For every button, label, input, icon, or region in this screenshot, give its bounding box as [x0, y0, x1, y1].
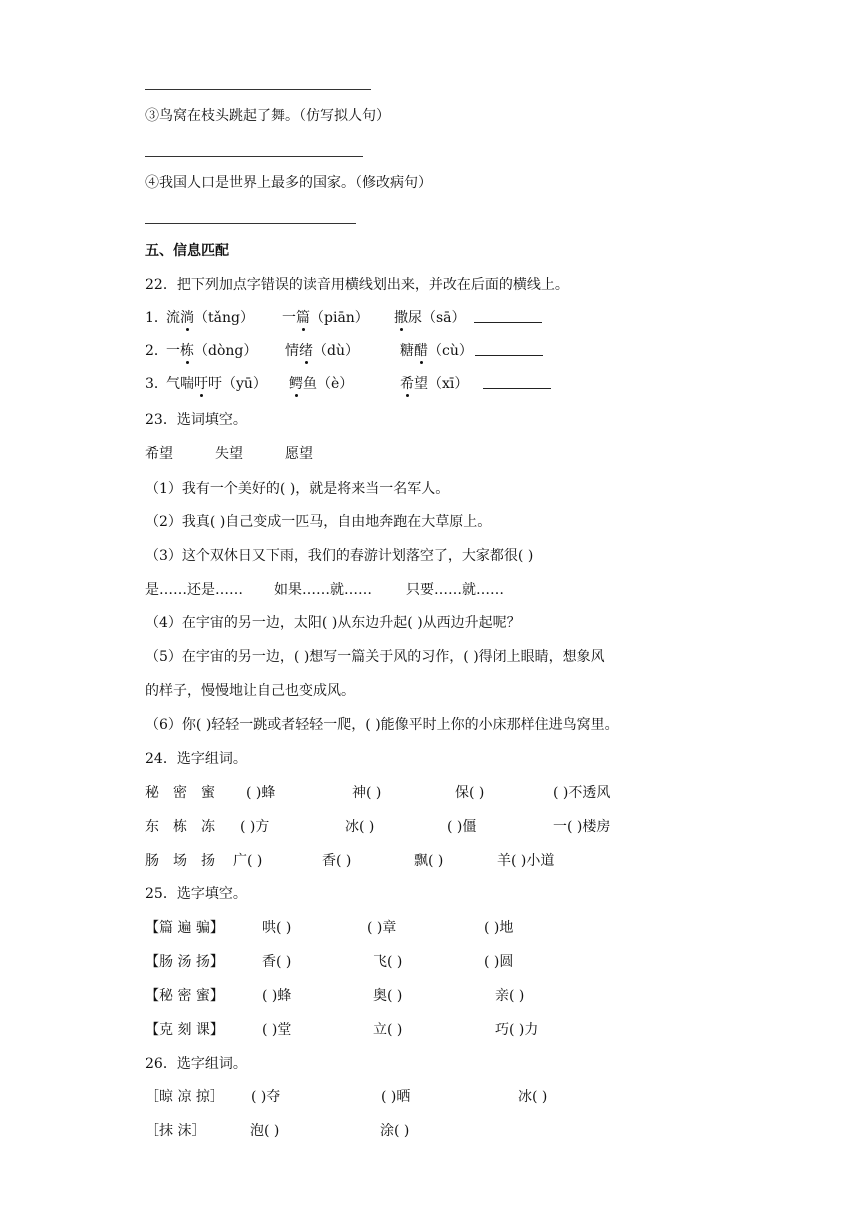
q22-row1-c: 撒尿（sā）	[394, 310, 466, 326]
q22-row3-b: 鳄鱼（è）	[289, 376, 354, 392]
q25-chars: 【肠 汤 扬】	[145, 954, 224, 970]
q22-row1-b: 一篇（piān）	[282, 310, 369, 326]
q22-row3-a: 气喘吁吁（yū）	[166, 376, 267, 392]
q23-sentence-1: （1）我有一个美好的( )，就是将来当一名军人。	[145, 481, 450, 497]
q25-blank: ( )章	[367, 920, 397, 936]
q26-blank: ( )晒	[381, 1089, 411, 1105]
q26-chars: ［抹 沫］	[145, 1123, 206, 1139]
q24-blank: 广( )	[233, 853, 263, 869]
q23-word: 希望	[145, 446, 173, 462]
q23-stem: 23．选词填空。	[145, 412, 247, 428]
q24-blank: ( )蜂	[246, 785, 276, 801]
q24-blank: 一( )楼房	[553, 819, 611, 835]
q24-blank: 保( )	[455, 785, 485, 801]
q25-blank: 飞( )	[373, 954, 403, 970]
q24-chars: 秘 密 蜜	[145, 785, 215, 801]
q23-word: 只要……就……	[406, 582, 504, 598]
answer-line[interactable]	[145, 223, 356, 224]
q24-chars: 东 栋 冻	[145, 819, 215, 835]
q26-blank: ( )夺	[251, 1089, 281, 1105]
q23-sentence-3: （3）这个双休日又下雨，我们的春游计划落空了，大家都很( )	[145, 548, 534, 564]
q24-blank: 冰( )	[345, 819, 375, 835]
rewrite-q4: ④我国人口是世界上最多的国家。（修改病句）	[145, 175, 432, 191]
q23-word: 是……还是……	[145, 582, 243, 598]
q22-row3-answer[interactable]	[483, 374, 551, 395]
q24-blank: ( )方	[240, 819, 270, 835]
q23-word: 失望	[215, 446, 243, 462]
answer-line[interactable]	[145, 89, 371, 90]
q26-blank: 泡( )	[250, 1123, 280, 1139]
answer-line[interactable]	[145, 156, 363, 157]
q24-blank: 飘( )	[414, 853, 444, 869]
q25-chars: 【篇 遍 骗】	[145, 920, 224, 936]
q22-row2-b: 情绪（dù）	[285, 343, 359, 359]
q24-blank: 羊( )小道	[497, 853, 555, 869]
q22-row3-c: 希望（xī）	[400, 376, 469, 392]
q24-blank: 神( )	[352, 785, 382, 801]
q25-blank: 巧( )力	[495, 1022, 539, 1038]
q25-stem: 25．选字填空。	[145, 886, 247, 902]
q25-blank: 香( )	[262, 954, 292, 970]
q22-row3-num: 3．	[145, 376, 168, 392]
q22-row1-answer[interactable]	[474, 308, 542, 329]
q23-sentence-4: （4）在宇宙的另一边，太阳( )从东边升起( )从西边升起呢？	[145, 615, 521, 631]
q23-word: 愿望	[285, 446, 313, 462]
q24-blank: 香( )	[322, 853, 352, 869]
rewrite-q3: ③鸟窝在枝头跳起了舞。（仿写拟人句）	[145, 108, 390, 124]
q23-word: 如果……就……	[274, 582, 372, 598]
q24-blank: ( )僵	[447, 819, 477, 835]
q25-blank: 亲( )	[495, 988, 525, 1004]
q25-chars: 【克 刻 课】	[145, 1022, 224, 1038]
q23-sentence-6: （6）你( )轻轻一跳或者轻轻一爬，( )能像平时上你的小床那样住进鸟窝里。	[145, 717, 619, 733]
q25-blank: ( )蜂	[262, 988, 292, 1004]
q26-blank: 涂( )	[380, 1123, 410, 1139]
q22-row2-c: 糖醋（cù）	[400, 343, 473, 359]
q24-blank: ( )不透风	[553, 785, 611, 801]
q26-blank: 冰( )	[518, 1089, 548, 1105]
q24-chars: 肠 场 扬	[145, 853, 215, 869]
q22-row1-num: 1．	[145, 310, 168, 326]
section-title: 五、信息匹配	[145, 243, 229, 259]
q25-blank: 哄( )	[262, 920, 292, 936]
q23-sentence-5b: 的样子，慢慢地让自己也变成风。	[145, 683, 355, 699]
q25-chars: 【秘 密 蜜】	[145, 988, 224, 1004]
q22-row2-answer[interactable]	[475, 341, 543, 362]
q22-row2-num: 2．	[145, 343, 168, 359]
q25-blank: 奥( )	[373, 988, 403, 1004]
q22-row2-a: 一栋（dòng）	[166, 343, 258, 359]
q26-stem: 26．选字组词。	[145, 1056, 247, 1072]
q24-stem: 24．选字组词。	[145, 751, 247, 767]
q25-blank: ( )堂	[262, 1022, 292, 1038]
q23-sentence-5a: （5）在宇宙的另一边，( )想写一篇关于风的习作，( )得闭上眼睛，想象风	[145, 649, 605, 665]
q25-blank: ( )圆	[484, 954, 514, 970]
q22-row1-a: 流淌（tǎng）	[166, 310, 254, 326]
q25-blank: ( )地	[484, 920, 514, 936]
q25-blank: 立( )	[373, 1022, 403, 1038]
q23-sentence-2: （2）我真( )自己变成一匹马，自由地奔跑在大草原上。	[145, 514, 492, 530]
q22-stem: 22．把下列加点字错误的读音用横线划出来，并改在后面的横线上。	[145, 277, 569, 293]
q26-chars: ［晾 凉 掠］	[145, 1089, 224, 1105]
